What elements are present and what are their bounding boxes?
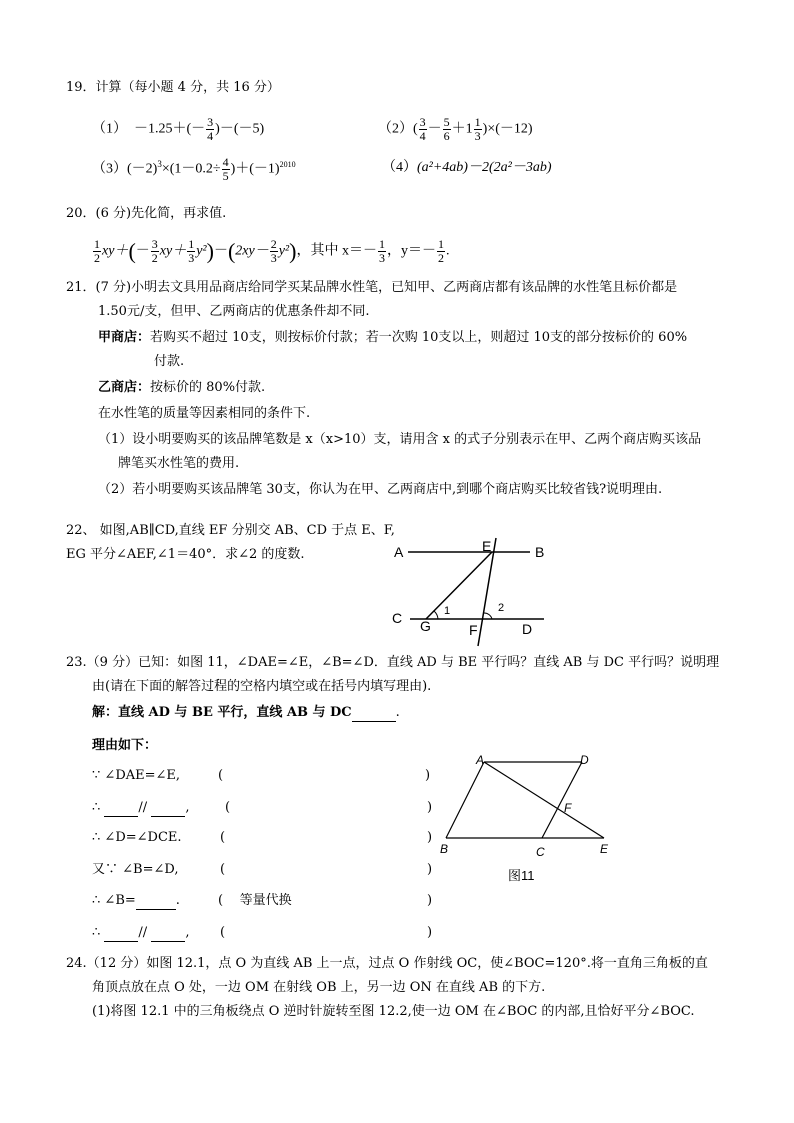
step-text: ∠D=∠DCE. (104, 830, 182, 845)
paren-open: ( (218, 893, 224, 908)
label-g: G (420, 618, 431, 634)
q23-step-4 (92, 862, 178, 878)
q19-part3-label: （3） (92, 161, 127, 177)
q23-line1: 23.（9 分）已知：如图 11，∠DAE=∠E，∠B=∠D．直线 AD 与 BE 平行吗？直线 AB 与 DC 平行吗？说明理 (66, 655, 720, 670)
expr-pre: (－2) (127, 161, 158, 177)
q19-part3 (92, 156, 296, 183)
q19-part1-fraction (206, 116, 214, 143)
q21-sub1: （1）设小明要购买的该品牌笔数是 x（x>10）支，请用含 x 的式子分别表示在甲、乙两个商店购买该品 (98, 432, 702, 447)
fraction (151, 238, 159, 265)
q20-title: 20．(6 分)先化简，再求值. (66, 206, 227, 221)
step-5-blank[interactable] (136, 893, 176, 910)
expr-post: )＋(－1) (230, 161, 280, 177)
fraction-denominator: 2 (437, 251, 444, 265)
q23-step-5-paren-close: ) (427, 893, 433, 908)
fraction-denominator: 4 (419, 129, 426, 143)
q21-sub2: （2）若小明要购买该品牌笔 30支，你认为在甲、乙两商店中,到哪个商店购买比较省钱?说明理由. (98, 482, 663, 497)
fraction (443, 116, 451, 143)
q21-condition: 在水性笔的质量等因素相同的条件下. (98, 406, 311, 421)
therefore-symbol: ∴ (92, 925, 101, 940)
fraction-denominator: 3 (378, 251, 385, 265)
step-text: ∠B=∠D, (122, 862, 179, 877)
q23-step-2-paren-close: ) (427, 800, 433, 815)
expr-post: )×(－12) (482, 121, 533, 137)
period: . (395, 705, 400, 720)
step-text: ∠DAE=∠E, (104, 768, 181, 783)
line-ae (484, 762, 604, 838)
q23-step-1-paren-open: ( (218, 768, 224, 783)
line-ef (478, 538, 496, 646)
q23-step-4-paren-close: ) (427, 862, 433, 877)
label-a: A (394, 544, 404, 560)
step-text: ∠B= (104, 893, 136, 908)
label-f: F (469, 622, 478, 638)
fraction-denominator: 4 (207, 129, 214, 143)
q24-line3: (1)将图 12.1 中的三角板绕点 O 逆时针旋转至图 12.2,使一边 OM 在∠BOC 的内部,且恰好平分∠BOC. (92, 1004, 695, 1019)
fraction-denominator: 3 (188, 251, 195, 265)
q23-step-5-reason (218, 893, 292, 909)
fraction-numerator: 1 (94, 237, 100, 251)
step-2-blank-2[interactable] (151, 800, 185, 817)
q23-step-3-paren-close: ) (427, 830, 433, 845)
q22-figure (388, 536, 558, 648)
q19-part4 (382, 160, 552, 176)
angle-1-arc (434, 611, 438, 619)
q23-step-2: ∴ // , (92, 800, 190, 815)
q23-step-1-paren-close: ) (425, 768, 431, 783)
q22-line2: EG 平分∠AEF,∠1＝40°．求∠2 的度数. (66, 547, 305, 562)
q19-part2-label: （2） (378, 121, 413, 137)
q21-line1: 21．(7 分)小明去文具用品商店给同学买某品牌水性笔，已知甲、乙两商店都有该品牌的水性笔且标价都是 (66, 280, 678, 295)
q23-step-3 (92, 830, 182, 846)
fraction (437, 238, 445, 265)
q19-title: 19．计算（每小题 4 分，共 16 分） (66, 80, 280, 95)
term: xy＋ (102, 243, 129, 259)
line-ab (446, 762, 484, 838)
operator: － (135, 243, 150, 259)
fraction-numerator: 1 (188, 237, 195, 251)
q21-line2: 1.50元/支，但甲、乙两商店的优惠条件却不同. (98, 304, 370, 319)
fraction (270, 238, 278, 265)
operator: － (213, 243, 228, 259)
q21-shop-a (98, 330, 687, 346)
term: y² (278, 243, 290, 259)
q21-sub1-cont: 牌笔买水性笔的费用. (118, 456, 240, 471)
fraction (222, 156, 230, 183)
q24-line2: 角顶点放在点 O 处，一边 OM 在射线 OB 上，另一边 ON 在直线 AB 的下方. (92, 980, 546, 995)
q23-step-6-paren-close: ) (427, 925, 433, 940)
term: 2xy－ (235, 243, 269, 259)
q21-shop-a-cont: 付款. (154, 354, 185, 369)
q23-step-6-paren-open: ( (220, 925, 226, 940)
fraction-numerator: 1 (437, 237, 444, 251)
fraction-numerator: 1 (378, 237, 385, 251)
label-c: C (536, 845, 545, 859)
q20-expression: $\frac{1}{2}$ xy＋(－ $\frac{3}{2}$ xy＋ $\frac{1}{3}$ y²)－(2xy－ $\frac{2}{3}$ y²)，其中 x＝－ $\frac{1}{3}$ ，y＝－ $\frac{1}{2}$ . (94, 237, 450, 265)
q19-part4-expr: (a²+4ab)－2(2a²－3ab) (417, 160, 552, 175)
line-dc (542, 762, 582, 838)
label-angle-2: 2 (498, 602, 505, 614)
figure-caption: 图11 (508, 868, 535, 883)
paren: ( (413, 121, 418, 137)
q21-shop-b (98, 380, 265, 396)
q23-reason-title: 理由如下： (92, 738, 158, 753)
exponent: 3 (157, 159, 162, 170)
fraction-denominator: 2 (151, 251, 158, 265)
shop-a-text: 若购买不超过 10支，则按标价付款；若一次购 10支以上，则超过 10支的部分按标价的 60% (150, 330, 688, 345)
parallel-symbol: // (138, 800, 148, 815)
label-b: B (440, 842, 449, 856)
fraction (187, 238, 195, 265)
fraction-numerator: 3 (207, 115, 214, 129)
step-6-blank-2[interactable] (151, 925, 185, 942)
term: y² (196, 243, 207, 259)
answer-label: 解： (92, 705, 119, 720)
fraction-denominator: 2 (94, 251, 100, 265)
fraction (419, 116, 427, 143)
operator: ＋1 (451, 121, 473, 137)
label-d: D (580, 753, 589, 767)
label-angle-1: 1 (444, 605, 451, 617)
operator: － (427, 121, 442, 137)
q23-step-6: ∴ // , (92, 925, 190, 940)
period: . (445, 243, 450, 259)
because-symbol: ∵ (92, 768, 101, 783)
fraction-denominator: 5 (222, 169, 229, 183)
q19-part1-post: )－(－5) (215, 121, 265, 137)
q19-part1-pre: －1.25＋(－ (134, 121, 206, 137)
label-d: D (522, 621, 533, 637)
label-c: C (392, 610, 403, 626)
fraction (378, 238, 386, 265)
fraction-numerator: 3 (419, 115, 426, 129)
therefore-symbol: ∴ (92, 830, 101, 845)
therefore-symbol: ∴ (92, 800, 101, 815)
exponent: 2010 (279, 160, 296, 170)
q23-figure (436, 750, 616, 883)
label-e: E (482, 538, 492, 554)
fraction-numerator: 2 (270, 237, 277, 251)
fraction (93, 238, 101, 265)
q23-step-2-paren-open: ( (225, 800, 231, 815)
therefore-symbol: ∴ (92, 893, 101, 908)
q23-step-1 (92, 768, 180, 784)
q23-step-3-paren-open: ( (220, 830, 226, 845)
fraction-denominator: 3 (270, 251, 277, 265)
condition: ，其中 x＝－ (296, 243, 377, 259)
term: xy＋ (159, 243, 187, 259)
answer-blank[interactable] (352, 705, 396, 722)
parallel-symbol: // (138, 925, 148, 940)
line-eg (426, 552, 492, 619)
shop-a-label: 甲商店： (98, 330, 151, 345)
q22-line1: 22、 如图,AB∥CD,直线 EF 分别交 AB、CD 于点 E、F, (66, 523, 395, 538)
q23-step-4-paren-open: ( (220, 862, 226, 877)
q19-part1 (92, 116, 264, 143)
angle-2-arc (484, 613, 492, 619)
fraction-numerator: 3 (151, 237, 158, 251)
q24-line1: 24.（12 分）如图 12.1，点 O 为直线 AB 上一点，过点 O 作射线 OC，使∠BOC=120°.将一直角三角板的直 (66, 956, 708, 971)
step-reason: 等量代换 (239, 893, 292, 908)
step-2-blank-1[interactable] (104, 800, 138, 817)
fraction-denominator: 6 (443, 129, 450, 143)
shop-b-text: 按标价的 80%付款. (150, 380, 266, 395)
label-b: B (535, 544, 545, 560)
condition: ，y＝－ (386, 243, 436, 259)
label-e: E (600, 842, 609, 856)
fraction-numerator: 5 (443, 115, 450, 129)
q23-line2: 由(请在下面的解答过程的空格内填空或在括号内填写理由). (92, 679, 432, 694)
fraction-denominator: 3 (474, 129, 481, 143)
answer-text: 直线 AD 与 BE 平行，直线 AB 与 DC (118, 705, 352, 720)
q23-answer (92, 705, 400, 722)
q19-part4-label: （4） (382, 160, 417, 175)
fraction-numerator: 4 (222, 155, 229, 169)
q23-step-5: ∴ ∠B= . (92, 893, 180, 908)
q19-part1-label: （1） (92, 121, 127, 137)
label-a: A (476, 753, 485, 767)
fraction (474, 116, 482, 143)
because-symbol: 又∵ (92, 862, 119, 877)
fraction-numerator: 1 (474, 115, 481, 129)
shop-b-label: 乙商店： (98, 380, 151, 395)
expr-mid: ×(1－0.2÷ (161, 161, 221, 177)
step-6-blank-1[interactable] (104, 925, 138, 942)
label-f: F (564, 801, 572, 815)
q19-part2 (378, 116, 533, 143)
